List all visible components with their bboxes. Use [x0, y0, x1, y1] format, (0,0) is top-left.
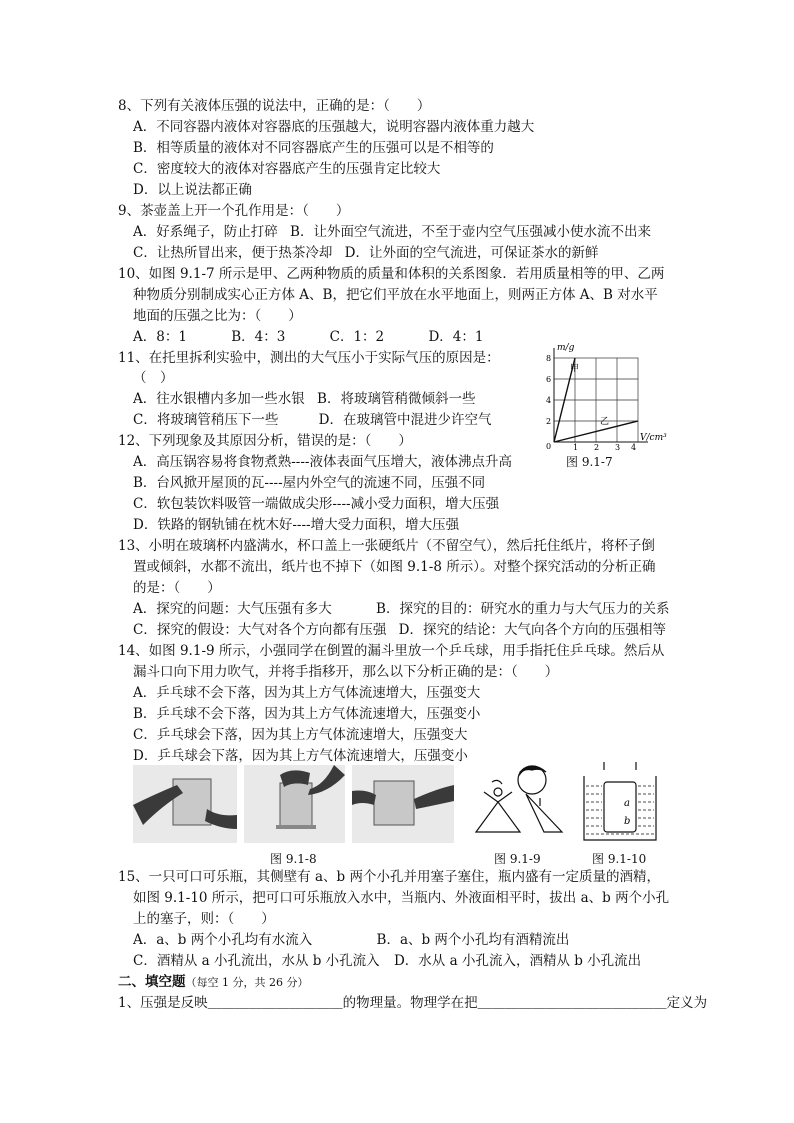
- section-2-title: 二、填空题: [118, 974, 186, 990]
- q13-line3: 的是：（ ）: [133, 580, 221, 596]
- q10-option-c: C．1：2: [329, 329, 385, 345]
- q11-option-b: B．将玻璃管稍微倾斜一些: [317, 391, 476, 407]
- q14-line2: 漏斗口向下用力吹气，并将手指移开，那么以下分析正确的是：（ ）: [133, 664, 559, 680]
- q11-option-a: A．往水银槽内多加一些水银: [133, 391, 305, 407]
- q13-option-b: B．探究的目的：研究水的重力与大气压力的关系: [376, 601, 670, 617]
- q10-line3: 地面的压强之比为：（ ）: [133, 308, 302, 324]
- q15-option-a: A．a、b 两个小孔均有水流入: [133, 932, 313, 948]
- q10-options: [133, 328, 483, 346]
- q15-option-b: B．a、b 两个小孔均有酒精流出: [376, 932, 570, 948]
- q9-options-ab: [133, 223, 651, 241]
- xtick-4: 4: [631, 443, 637, 450]
- ytick-8: 8: [546, 354, 552, 363]
- section-2-note: （每空 1 分，共 26 分）: [185, 976, 309, 989]
- origin-label: 0: [546, 442, 552, 450]
- q13-option-a: A．探究的问题：大气压强有多大: [133, 601, 332, 617]
- graph-ylabel: m/g: [557, 343, 575, 353]
- q11-line1: 11、在托里拆利实验中，测出的大气压小于实际气压的原因是：: [118, 350, 500, 366]
- q9-option-d: D．让外面的空气流进，可保证茶水的新鲜: [344, 245, 599, 261]
- q15-line1: 15、一只可口可乐瓶，其侧壁有 a、b 两个小孔并用塞子塞住，瓶内盛有一定质量的酒精，: [118, 869, 660, 885]
- q15-options-ab: [133, 931, 569, 949]
- xtick-3: 3: [615, 443, 621, 450]
- q11-option-c: C．将玻璃管稍压下一些: [133, 412, 279, 428]
- fig-9-1-8-caption: 图 9.1-8: [270, 852, 317, 866]
- label-jia: 甲: [570, 364, 580, 374]
- q13-line1: 13、小明在玻璃杯内盛满水，杯口盖上一张硬纸片（不留空气），然后托住纸片，将杯子倒: [118, 538, 655, 554]
- q10-line1: 10、如图 9.1-7 所示是甲、乙两种物质的质量和体积的关系图象．若用质量相等的甲、乙两: [118, 266, 665, 282]
- q9-option-a: A．好系绳子，防止打碎: [133, 224, 278, 240]
- fig-9-1-10-caption: 图 9.1-10: [592, 852, 647, 866]
- q9-options-cd: [133, 244, 598, 262]
- q12-stem: 12、下列现象及其原因分析，错误的是：（ ）: [118, 433, 412, 449]
- q10-option-a: A．8：1: [133, 329, 187, 345]
- q15-line2: 如图 9.1-10 所示，把可口可乐瓶放入水中，当瓶内、外液面相平时，拔出 a、b 两个小孔: [133, 890, 670, 906]
- q15-line3: 上的塞子，则：（ ）: [133, 911, 275, 927]
- q8-stem: 8、下列有关液体压强的说法中，正确的是：（ ）: [118, 98, 431, 114]
- xtick-1: 1: [573, 443, 579, 450]
- q14-option-b: B．乒乓球不会下落，因为其上方气体流速增大，压强变小: [133, 706, 481, 722]
- q15-option-d: D．水从 a 小孔流入，酒精从 b 小孔流出: [393, 953, 642, 969]
- q13-options-cd: [133, 621, 666, 639]
- fill-question-1: 1、压强是反映＿＿＿＿＿＿＿＿＿＿的物理量。物理学在把＿＿＿＿＿＿＿＿＿＿＿＿＿＿定义为: [118, 995, 708, 1011]
- q12-option-c: C．软包装饮料吸管一端做成尖形----减小受力面积，增大压强: [133, 496, 500, 512]
- hole-a-label: a: [624, 798, 630, 809]
- photo-cup-inverted: [244, 765, 345, 843]
- q13-line2: 置或倾斜，水都不流出，纸片也不掉下（如图 9.1-8 所示）。对整个探究活动的分析正确: [133, 559, 656, 575]
- q11-options-cd: [133, 411, 491, 429]
- funnel-blow-illustration: [470, 762, 570, 842]
- q10-option-d: D．4：1: [428, 329, 484, 345]
- q13-options-ab: [133, 600, 669, 618]
- q10-option-b: B．4：3: [231, 329, 286, 345]
- label-yi: 乙: [600, 417, 610, 427]
- q9-option-b: B．让外面空气流进，不至于壶内空气压强减小使水流不出来: [290, 224, 651, 240]
- q11-option-d: D．在玻璃管中混进少许空气: [318, 412, 492, 428]
- q12-option-b: B．台风掀开屋顶的瓦----屋内外空气的流速不同，压强不同: [133, 475, 486, 491]
- ytick-2: 2: [546, 417, 552, 426]
- photo-cup-upright: [133, 765, 237, 843]
- q10-line2: 种物质分别制成实心正方体 A、B，把它们平放在水平地面上，则两正方体 A、B 对水平: [133, 287, 658, 303]
- q14-option-d: D．乒乓球会下落，因为其上方气体流速增大，压强变小: [133, 748, 468, 764]
- ytick-4: 4: [546, 396, 552, 405]
- q11-options-ab: [133, 390, 475, 408]
- photo-cup-tilted: [352, 765, 454, 843]
- graph-xlabel: V/cm³: [640, 433, 667, 443]
- q9-option-c: C．让热所冒出来，便于热茶冷却: [133, 245, 333, 261]
- q8-option-c: C．密度较大的液体对容器底产生的压强肯定比较大: [133, 161, 441, 177]
- fig-9-1-9-caption: 图 9.1-9: [494, 852, 541, 866]
- xtick-2: 2: [594, 443, 600, 450]
- q15-option-c: C．酒精从 a 小孔流出，水从 b 小孔流入: [133, 953, 380, 969]
- q13-option-c: C．探究的假设：大气对各个方向都有压强: [133, 622, 387, 638]
- q15-options-cd: [133, 952, 641, 970]
- q8-option-b: B．相等质量的液体对不同容器底产生的压强可以是不相等的: [133, 140, 494, 156]
- q14-option-a: A．乒乓球不会下落，因为其上方气体流速增大，压强变大: [133, 685, 481, 701]
- graph-grid: [554, 358, 638, 442]
- q8-option-a: A．不同容器内液体对容器底的压强越大，说明容器内液体重力越大: [133, 119, 535, 135]
- q8-option-d: D．以上说法都正确: [133, 182, 252, 198]
- hole-b-label: b: [624, 816, 631, 827]
- ytick-6: 6: [546, 375, 552, 384]
- q12-option-d: D．铁路的钢轨铺在枕木好----增大受力面积，增大压强: [133, 517, 460, 533]
- q13-option-d: D．探究的结论：大气向各个方向的压强相等: [398, 622, 666, 638]
- q12-option-a: A．高压锅容易将食物煮熟----液体表面气压增大，液体沸点升高: [133, 454, 512, 470]
- q9-stem: 9、茶壶盖上开一个孔作用是：（ ）: [118, 203, 350, 219]
- q11-line2: （ ）: [133, 370, 174, 386]
- section-2-heading: [118, 973, 308, 992]
- bottle-in-water-illustration: [580, 762, 660, 844]
- q14-line1: 14、如图 9.1-9 所示，小强同学在倒置的漏斗里放一个乒乓球，用手指托住乒乓球。然后从: [118, 643, 665, 659]
- mass-volume-graph: [540, 340, 670, 450]
- fig-9-1-7-caption: 图 9.1-7: [566, 455, 613, 469]
- q14-option-c: C．乒乓球会下落，因为其上方气体流速增大，压强变大: [133, 727, 468, 743]
